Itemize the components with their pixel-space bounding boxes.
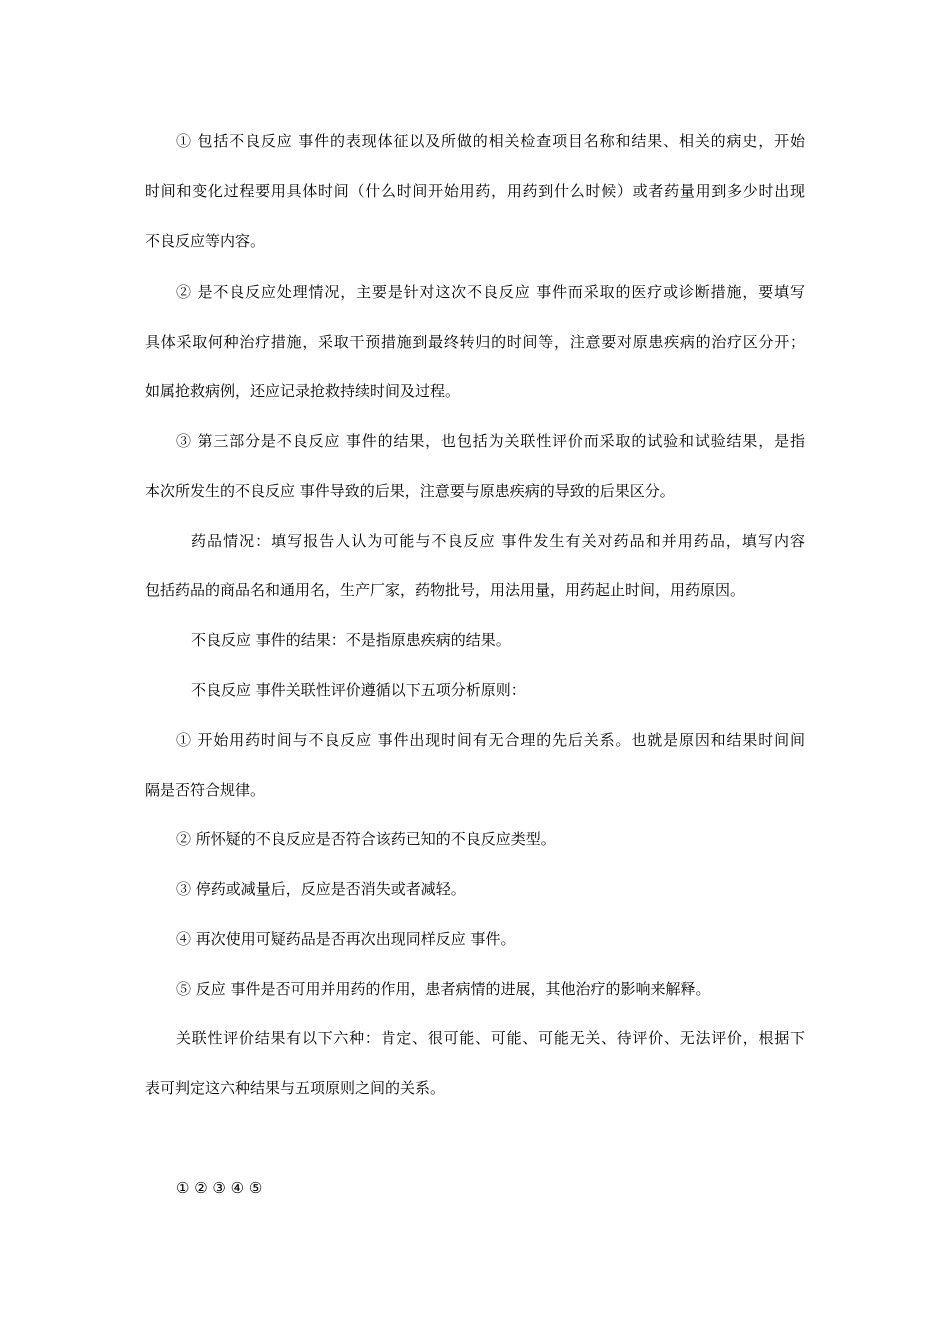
- circled-numbers-row: ① ② ③ ④ ⑤: [176, 1179, 263, 1197]
- principle1-line2: 隔是否符合规律。: [145, 781, 266, 799]
- para3-line2: 本次所发生的不良反应 事件导致的后果，注意要与原患疾病的导致的后果区分。: [145, 482, 675, 500]
- para4-line2: 包括药品的商品名和通用名，生产厂家，药物批号，用法用量，用药起止时间，用药原因。: [145, 581, 746, 599]
- principle3: ③ 停药或减量后，反应是否消失或者减轻。: [176, 880, 466, 898]
- para2-line2: 具体采取何种治疗措施，采取干预措施到最终转归的时间等，注意要对原患疾病的治疗区分开；: [145, 333, 805, 351]
- para1-line3: 不良反应等内容。: [145, 232, 266, 250]
- principle1-line1: ① 开始用药时间与不良反应 事件出现时间有无合理的先后关系。也就是原因和结果时间间: [176, 731, 805, 749]
- principle5: ⑤ 反应 事件是否可用并用药的作用，患者病情的进展，其他治疗的影响来解释。: [176, 980, 711, 998]
- conclusion-line2: 表可判定这六种结果与五项原则之间的关系。: [145, 1079, 446, 1097]
- principle4: ④ 再次使用可疑药品是否再次出现同样反应 事件。: [176, 930, 516, 948]
- para1-line1: ① 包括不良反应 事件的表现体征以及所做的相关检查项目名称和结果、相关的病史，开始: [176, 132, 805, 150]
- para3-line1: ③ 第三部分是不良反应 事件的结果，也包括为关联性评价而采取的试验和试验结果，是指: [176, 432, 805, 450]
- para1-line2: 时间和变化过程要用具体时间（什么时间开始用药，用药到什么时候）或者药量用到多少时出现: [145, 182, 805, 200]
- para2-line3: 如属抢救病例，还应记录抢救持续时间及过程。: [145, 382, 461, 400]
- principle2: ② 所怀疑的不良反应是否符合该药已知的不良反应类型。: [176, 830, 556, 848]
- para2-line1: ② 是不良反应处理情况，主要是针对这次不良反应 事件而采取的医疗或诊断措施，要填写: [176, 283, 805, 301]
- para4-line1: 药品情况：填写报告人认为可能与不良反应 事件发生有关对药品和并用药品，填写内容: [191, 532, 805, 550]
- conclusion-line1: 关联性评价结果有以下六种：肯定、很可能、可能、可能无关、待评价、无法评价，根据下: [176, 1029, 805, 1047]
- para5-line1: 不良反应 事件的结果：不是指原患疾病的结果。: [191, 631, 511, 649]
- para6-line1: 不良反应 事件关联性评价遵循以下五项分析原则：: [191, 681, 526, 699]
